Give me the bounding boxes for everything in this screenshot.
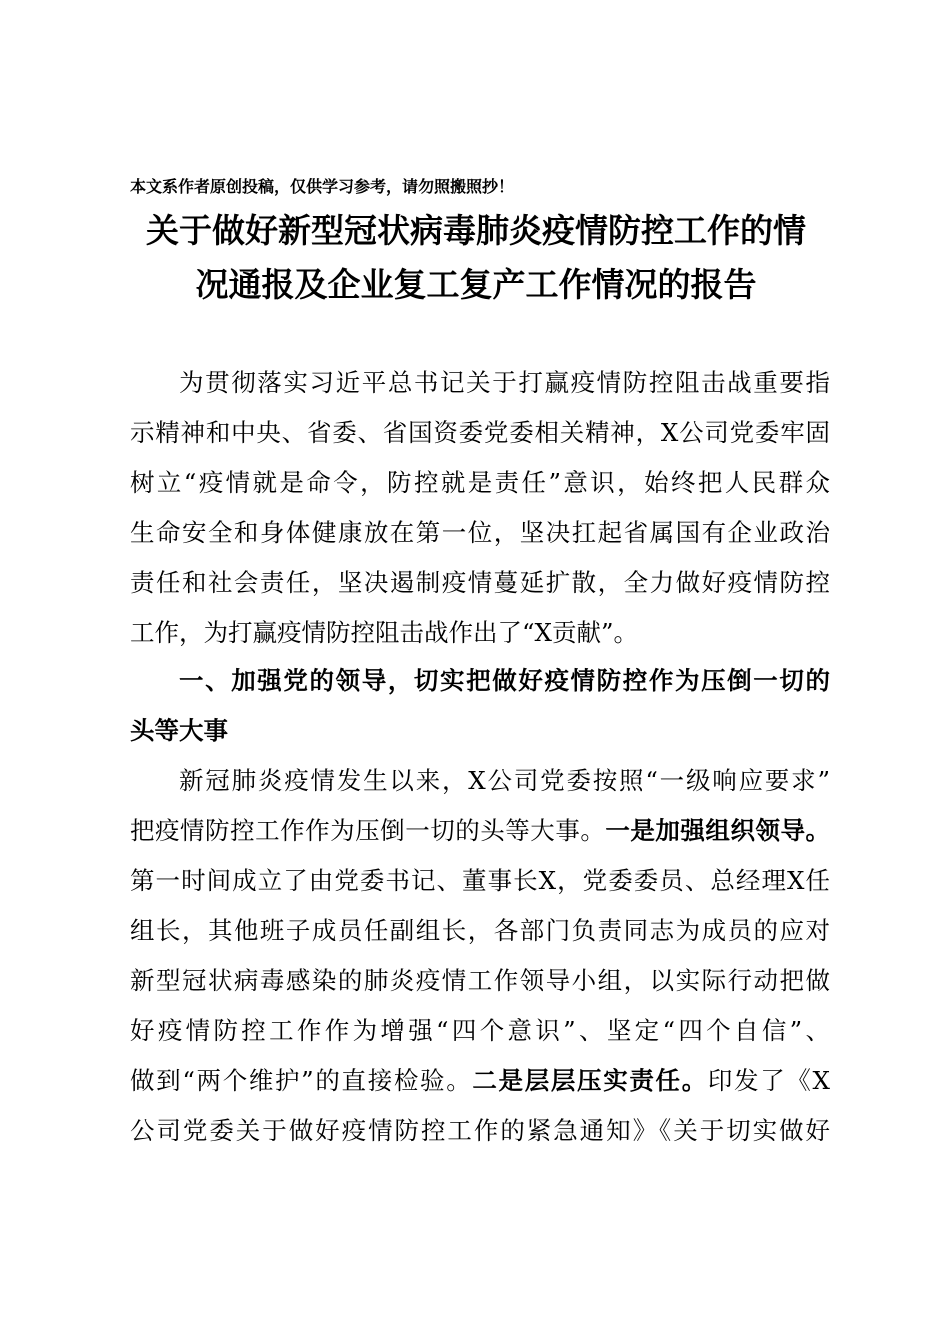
paragraph-line: 第一时间成立了由党委书记、董事长X，党委委员、总经理X任	[130, 866, 830, 895]
paragraph-line: 好疫情防控工作作为增强“四个意识”、坚定“四个自信”、	[130, 1016, 830, 1045]
paragraph-line: 责任和社会责任，坚决遏制疫情蔓延扩散，全力做好疫情防控	[130, 568, 830, 597]
section-heading-1	[130, 656, 830, 756]
paragraph-line	[130, 1056, 830, 1106]
author-notice: 本文系作者原创投稿，仅供学习参考，请勿照搬照抄！	[130, 177, 515, 196]
paragraph-text: 把疫情防控工作作为压倒一切的头等大事。	[130, 816, 606, 845]
section-heading-line-2: 头等大事	[130, 716, 228, 745]
paragraph-line: 新型冠状病毒感染的肺炎疫情工作领导小组，以实际行动把做	[130, 966, 830, 995]
paragraph-line: 组长，其他班子成员任副组长，各部门负责同志为成员的应对	[130, 916, 830, 945]
paragraph-intro	[130, 358, 830, 658]
paragraph-line: 示精神和中央、省委、省国资委党委相关精神，X公司党委牢固	[130, 418, 830, 447]
paragraph-line: 树立“疫情就是命令，防控就是责任”意识，始终把人民群众	[130, 468, 830, 497]
paragraph-line	[130, 806, 830, 856]
paragraph-line: 为贯彻落实习近平总书记关于打赢疫情防控阻击战重要指	[179, 368, 830, 397]
paragraph-line: 公司党委关于做好疫情防控工作的紧急通知》《关于切实做好	[130, 1116, 830, 1145]
section-heading-line-1: 一、加强党的领导，切实把做好疫情防控作为压倒一切的	[179, 666, 830, 695]
paragraph-text: 做到“两个维护”的直接检验。	[130, 1066, 473, 1095]
paragraph-line: 新冠肺炎疫情发生以来，X公司党委按照“一级响应要求”	[179, 766, 830, 795]
paragraph-line: 工作，为打赢疫情防控阻击战作出了“X贡献”。	[130, 618, 638, 647]
document-title	[120, 204, 832, 312]
title-line-1: 关于做好新型冠状病毒肺炎疫情防控工作的情	[146, 211, 806, 250]
bold-point-1: 一是加强组织领导。	[605, 816, 831, 845]
paragraph-line: 生命安全和身体健康放在第一位，坚决扛起省属国有企业政治	[130, 518, 830, 547]
title-line-2: 况通报及企业复工复产工作情况的报告	[195, 265, 757, 304]
paragraph-text: 印发了《X	[707, 1066, 830, 1095]
bold-point-2: 二是层层压实责任。	[472, 1066, 708, 1095]
paragraph-section-1	[130, 756, 830, 1156]
